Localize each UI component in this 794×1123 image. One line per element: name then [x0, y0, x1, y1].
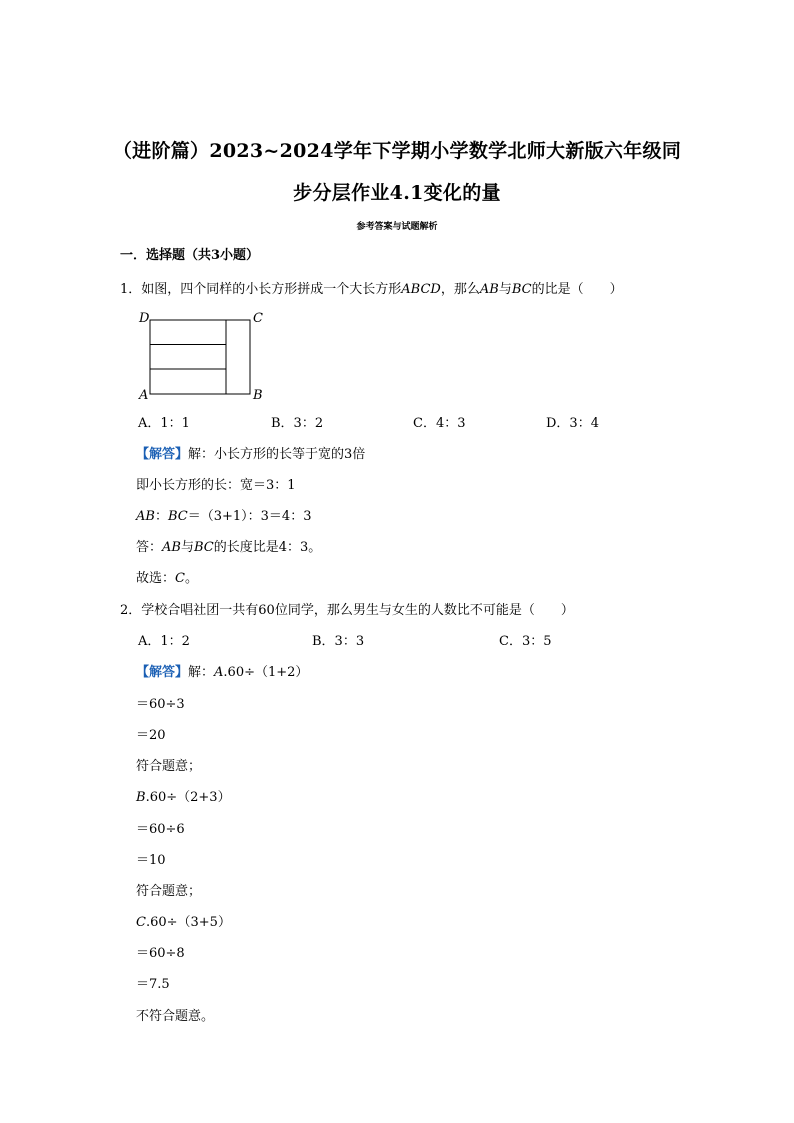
q1-option-a: A．1：1 [138, 416, 190, 431]
q1-answer-text-1: 解：小长方形的长等于宽的3倍 [188, 447, 366, 462]
vertex-label-c: C [253, 311, 263, 326]
vertex-label-a: A [139, 388, 149, 403]
question-2-stem: 2．学校合唱社团一共有60位同学，那么男生与女生的人数比不可能是（ ） [120, 603, 574, 618]
q2-answer-c-step-2: ＝7.5 [136, 977, 170, 992]
q1-ans-var-bc: BC [167, 509, 188, 524]
q2-ans-var-a: A [214, 665, 224, 680]
question-1-stem [120, 282, 623, 298]
q2-ans-expr-b: .60÷（2+3） [145, 790, 231, 805]
q1-ans4-pre: 答： [136, 540, 163, 555]
document-subtitle: 参考答案与试题解析 [356, 222, 438, 232]
q2-ans-expr-a: .60÷（1+2） [223, 665, 309, 680]
q1-stem-part-c: 与 [498, 282, 512, 297]
q1-option-b: B．3：2 [271, 416, 324, 431]
vertex-label-b: B [253, 388, 263, 403]
q1-ans5-post: 。 [184, 571, 198, 586]
q2-answer-b-step-2: ＝10 [136, 853, 166, 868]
q1-stem-part-a: 1．如图，四个同样的小长方形拼成一个大长方形 [120, 282, 402, 297]
q2-ans-expr-c: .60÷（3+5） [145, 915, 231, 930]
document-title-line-2: 步分层作业4.1变化的量 [293, 182, 501, 204]
q1-ans-ratio: ＝（3+1）：3＝4：3 [187, 509, 312, 524]
q1-ans5-choice: C [175, 571, 185, 586]
q1-stem-var-ab: AB [479, 282, 499, 297]
vertex-label-d: D [139, 311, 150, 326]
q1-answer-line-2: 即小长方形的长：宽＝3：1 [136, 478, 296, 493]
q2-answer-b-verdict: 符合题意； [136, 884, 202, 899]
q1-stem-part-d: 的比是（ ） [531, 282, 623, 297]
q1-ans4-var-bc: BC [193, 540, 214, 555]
q2-answer-b-step-1: ＝60÷6 [136, 822, 185, 837]
q2-answer-c-step-1: ＝60÷8 [136, 946, 185, 961]
section-heading: 一．选择题（共3小题） [120, 248, 260, 263]
document-title-line-1: （进阶篇）2023~2024学年下学期小学数学北师大新版六年级同 [112, 140, 682, 162]
q1-stem-var-abcd: ABCD [401, 282, 441, 297]
q1-option-c: C．4：3 [413, 416, 466, 431]
q1-stem-part-b: ，那么 [440, 282, 480, 297]
q2-ans-pre: 解： [188, 665, 215, 680]
q2-ans-var-b: B [136, 790, 146, 805]
q2-option-a: A．1：2 [138, 634, 190, 649]
q2-answer-line-1 [136, 665, 308, 681]
big-rectangle-abcd [150, 320, 250, 394]
q2-answer-tag: 【解答】 [136, 665, 189, 680]
q2-answer-c-expr [136, 915, 231, 931]
q1-ans5-pre: 故选： [136, 571, 176, 586]
q2-option-c: C．3：5 [499, 634, 552, 649]
q1-stem-var-bc: BC [511, 282, 532, 297]
q2-answer-a-verdict: 符合题意； [136, 759, 202, 774]
q2-answer-c-verdict: 不符合题意。 [136, 1009, 215, 1024]
q1-answer-line-3 [136, 509, 311, 525]
q1-ans4-rest: 的长度比是4：3。 [213, 540, 322, 555]
q2-ans-var-c: C [136, 915, 146, 930]
q1-answer-line-4 [136, 540, 321, 556]
q1-answer-tag: 【解答】 [136, 447, 189, 462]
rectangle-figure [136, 306, 276, 406]
q1-option-d: D．3：4 [546, 416, 599, 431]
q1-ans4-mid: 与 [180, 540, 194, 555]
q1-answer-line-5 [136, 571, 198, 587]
q1-ans-sep: ： [154, 509, 168, 524]
q2-option-b: B．3：3 [312, 634, 365, 649]
q2-answer-a-step-1: ＝60÷3 [136, 697, 185, 712]
q1-ans4-var-ab: AB [162, 540, 181, 555]
q1-ans-var-ab: AB [136, 509, 155, 524]
q2-answer-a-step-2: ＝20 [136, 728, 166, 743]
q2-answer-b-expr [136, 790, 231, 806]
q1-answer-line-1 [136, 447, 365, 463]
